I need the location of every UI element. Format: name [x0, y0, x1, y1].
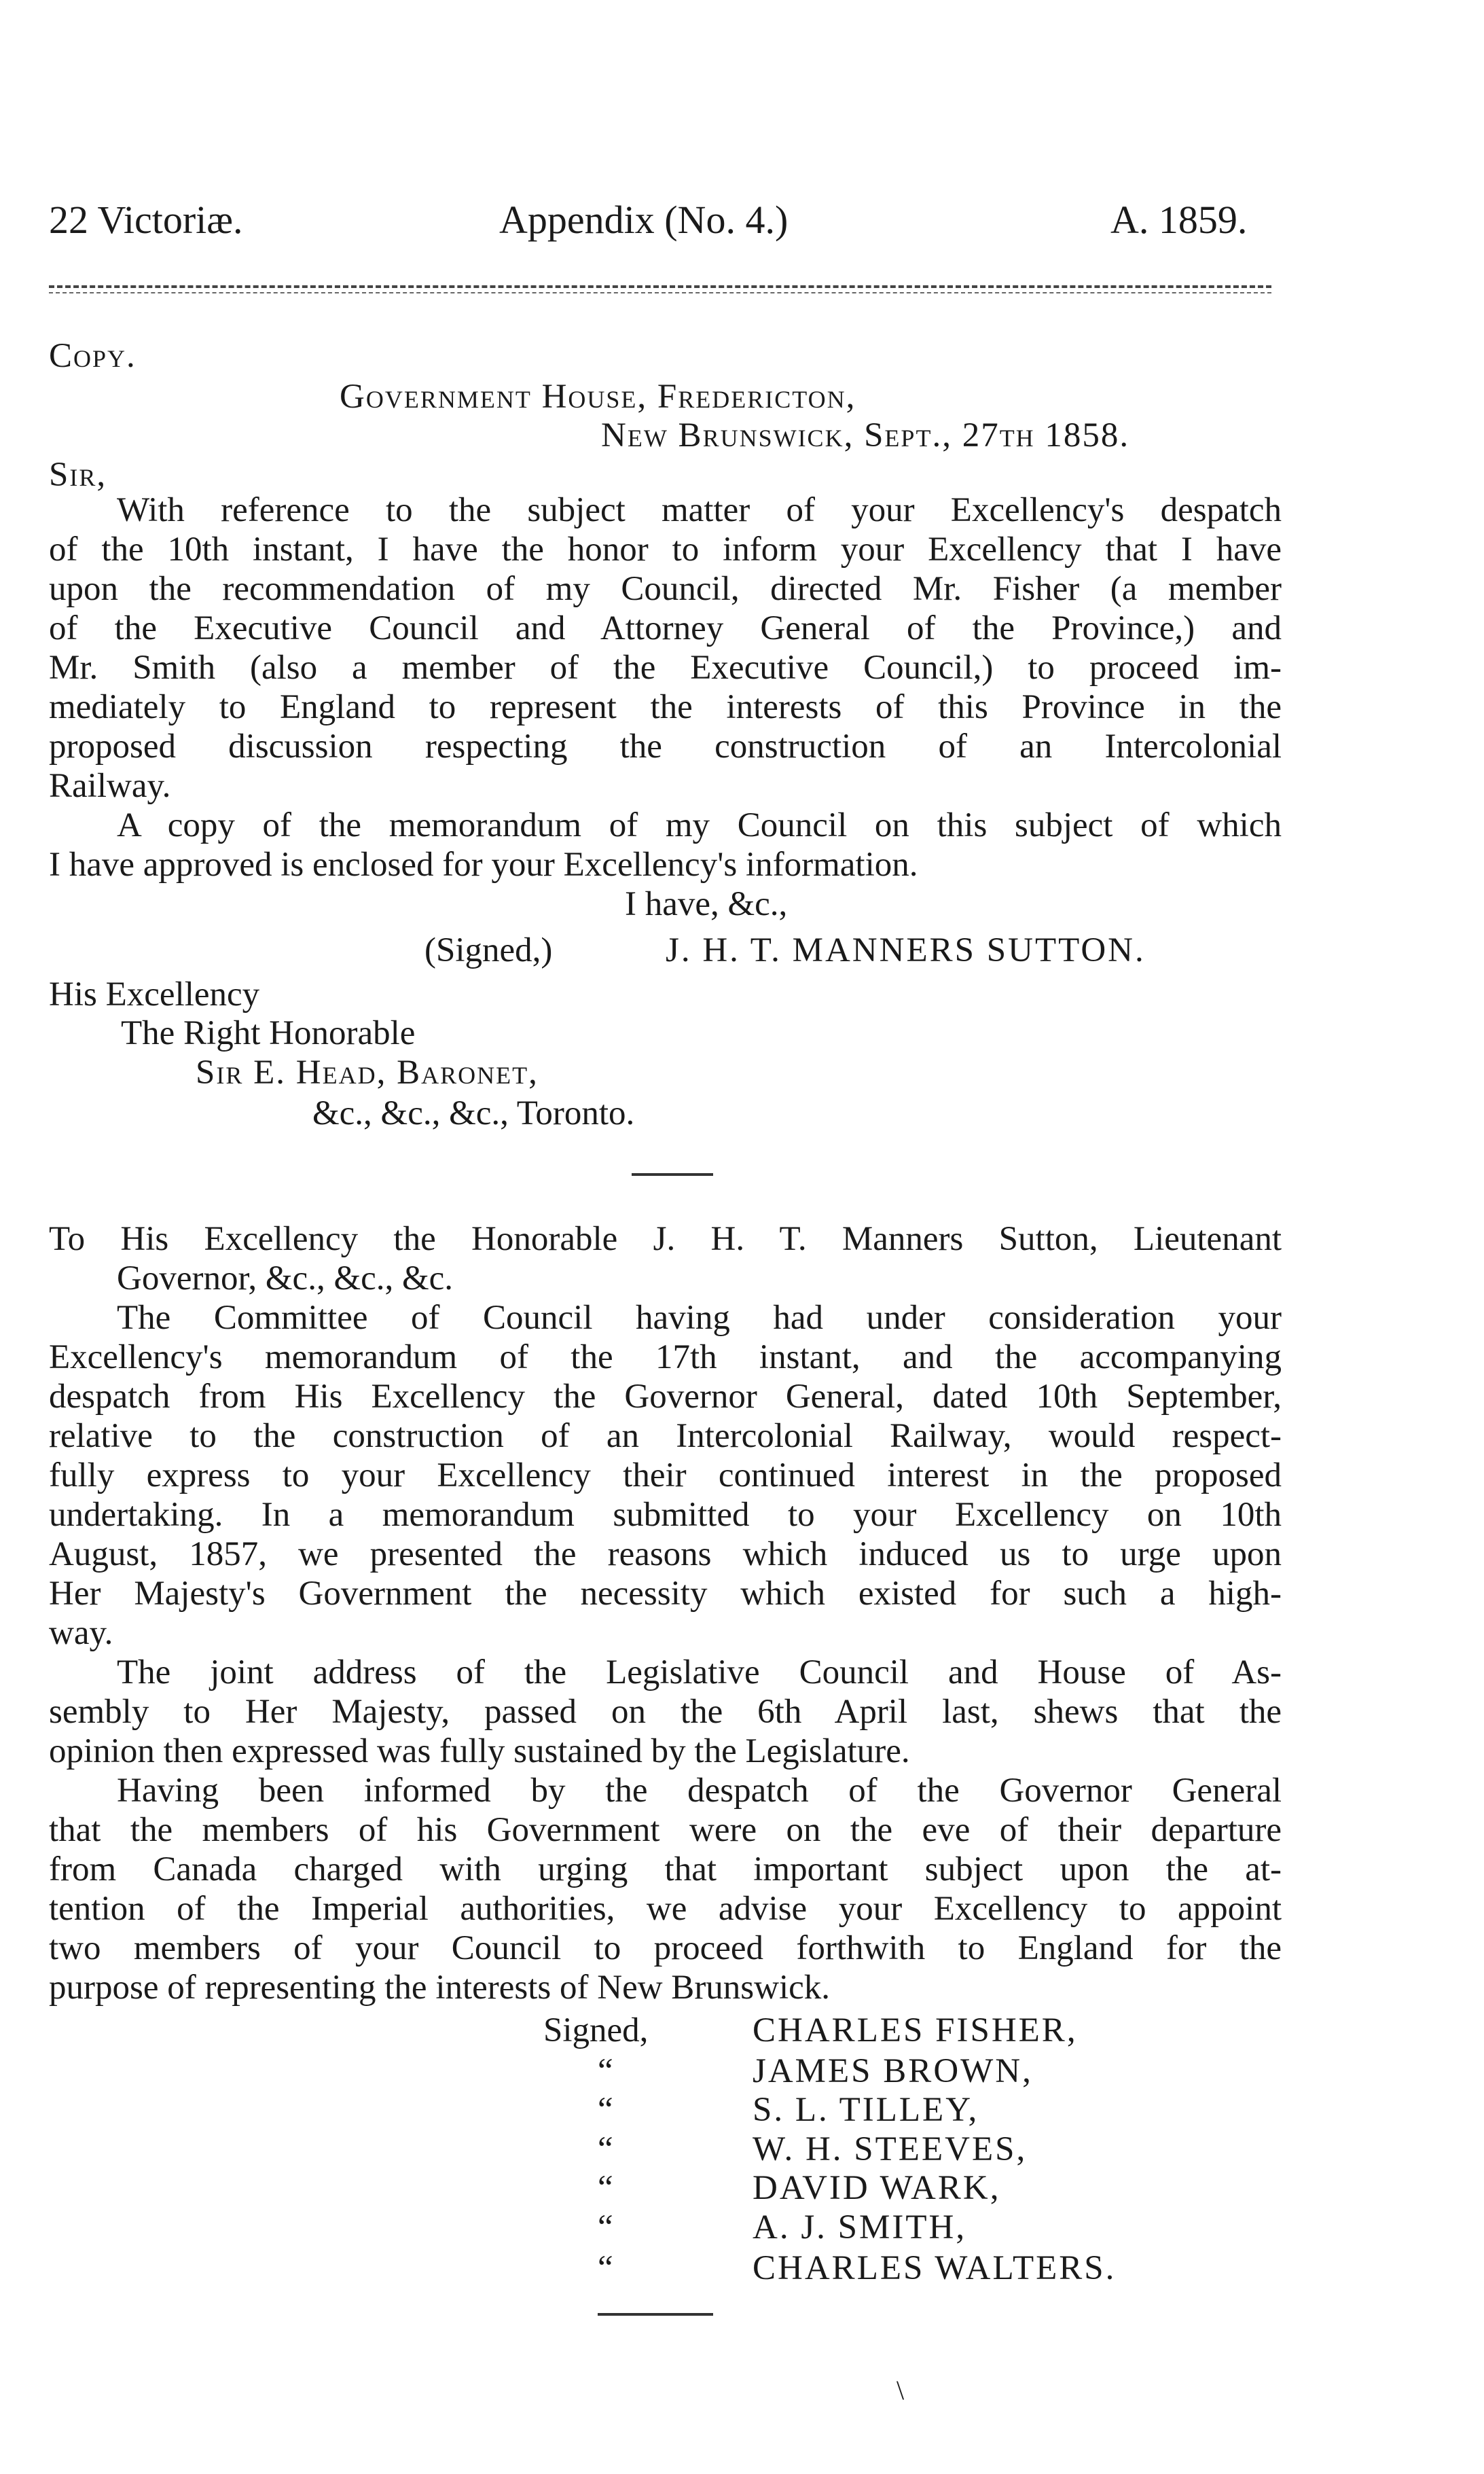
ditto-mark: “ — [598, 2130, 613, 2168]
text-line: Excellency's memorandum of the 17th instant, and the accompanying — [49, 1338, 1282, 1376]
text-line: The Committee of Council having had under consideration your — [117, 1299, 1282, 1337]
signatory: DAVID WARK, — [753, 2169, 1001, 2207]
text-line: of the Executive Council and Attorney General of the Province,) and — [49, 609, 1282, 647]
letter2-paragraph-1 — [49, 1298, 1282, 1653]
letter2-paragraph-3 — [49, 1771, 1282, 2007]
closing-rule — [598, 2313, 713, 2316]
text-line: from Canada charged with urging that important subject upon the at- — [49, 1850, 1282, 1888]
recipient-line: The Right Honorable — [121, 1014, 416, 1052]
header-left: 22 Victoriæ. — [49, 198, 243, 242]
header-center: Appendix (No. 4.) — [499, 198, 789, 242]
letter2-paragraph-2 — [49, 1653, 1282, 1771]
text-line: relative to the construction of an Intercolonial Railway, would respect- — [49, 1417, 1282, 1455]
text-line: of the 10th instant, I have the honor to inform your Excellency that I have — [49, 531, 1282, 569]
text-line: upon the recommendation of my Council, directed Mr. Fisher (a member — [49, 570, 1282, 608]
signatory: S. L. TILLEY, — [753, 2091, 979, 2129]
text-line: mediately to England to represent the interests of this Province in the — [49, 688, 1282, 726]
footer-mark: \ — [897, 2375, 905, 2405]
header-rule — [49, 285, 1271, 293]
salutation: Sir, — [49, 456, 107, 494]
ditto-mark: “ — [598, 2052, 613, 2090]
address-line-2: New Brunswick, Sept., 27th 1858. — [601, 416, 1130, 454]
text-line: way. — [49, 1614, 113, 1652]
letter1-paragraph-1 — [49, 490, 1282, 806]
text-line: The joint address of the Legislative Council and House of As- — [117, 1653, 1282, 1691]
text-line: fully express to your Excellency their continued interest in the proposed — [49, 1456, 1282, 1494]
signatory: CHARLES WALTERS. — [753, 2249, 1117, 2287]
ditto-mark: “ — [598, 2169, 613, 2207]
text-line: Having been informed by the despatch of the Governor General — [117, 1772, 1282, 1810]
letter2-address — [49, 1219, 1282, 1298]
signatory: JAMES BROWN, — [753, 2052, 1033, 2090]
recipient-line: Sir E. Head, Baronet, — [196, 1054, 539, 1092]
ditto-mark: “ — [598, 2091, 613, 2129]
text-line: undertaking. In a memorandum submitted to your Excellency on 10th — [49, 1496, 1282, 1534]
text-line: opinion then expressed was fully sustained by the Legislature. — [49, 1732, 910, 1770]
ditto-mark: “ — [598, 2208, 613, 2246]
ditto-mark: “ — [598, 2249, 613, 2287]
text-line: A copy of the memorandum of my Council on this subject of which — [117, 806, 1282, 844]
recipient-line: &c., &c., &c., Toronto. — [312, 1094, 635, 1132]
text-line: August, 1857, we presented the reasons which induced us to urge upon — [49, 1535, 1282, 1573]
signatory: W. H. STEEVES, — [753, 2130, 1028, 2168]
closing: I have, &c., — [625, 885, 788, 923]
signatory: J. H. T. MANNERS SUTTON. — [666, 931, 1146, 969]
text-line: Railway. — [49, 767, 171, 805]
text-line: tention of the Imperial authorities, we advise your Excellency to appoint — [49, 1890, 1282, 1928]
text-line: With reference to the subject matter of your Excellency's despatch — [117, 491, 1282, 529]
text-line: despatch from His Excellency the Governor General, dated 10th September, — [49, 1378, 1282, 1416]
text-line: I have approved is enclosed for your Excellency's information. — [49, 846, 918, 884]
text-line: two members of your Council to proceed forthwith to England for the — [49, 1929, 1282, 1967]
signatory: A. J. SMITH, — [753, 2208, 967, 2246]
signatory: CHARLES FISHER, — [753, 2011, 1078, 2049]
address-line-1: Government House, Fredericton, — [340, 378, 856, 416]
text-line: Mr. Smith (also a member of the Executive Council,) to proceed im- — [49, 649, 1282, 687]
text-line: that the members of his Government were on the eve of their departure — [49, 1811, 1282, 1849]
text-line: sembly to Her Majesty, passed on the 6th April last, shews that the — [49, 1693, 1282, 1731]
signed-label: Signed, — [543, 2011, 649, 2049]
text-line: proposed discussion respecting the construction of an Intercolonial — [49, 728, 1282, 766]
copy-label: Copy. — [49, 337, 137, 375]
signed-label: (Signed,) — [424, 931, 553, 969]
letter1-paragraph-2 — [49, 806, 1282, 884]
recipient-line: His Excellency — [49, 975, 260, 1014]
text-line: Governor, &c., &c., &c. — [117, 1259, 454, 1297]
text-line: Her Majesty's Government the necessity which existed for such a high- — [49, 1575, 1282, 1613]
section-divider — [632, 1173, 713, 1176]
text-line: To His Excellency the Honorable J. H. T. Manners Sutton, Lieutenant — [49, 1220, 1282, 1258]
header-right: A. 1859. — [1110, 198, 1248, 242]
text-line: purpose of representing the interests of New Brunswick. — [49, 1969, 831, 2007]
